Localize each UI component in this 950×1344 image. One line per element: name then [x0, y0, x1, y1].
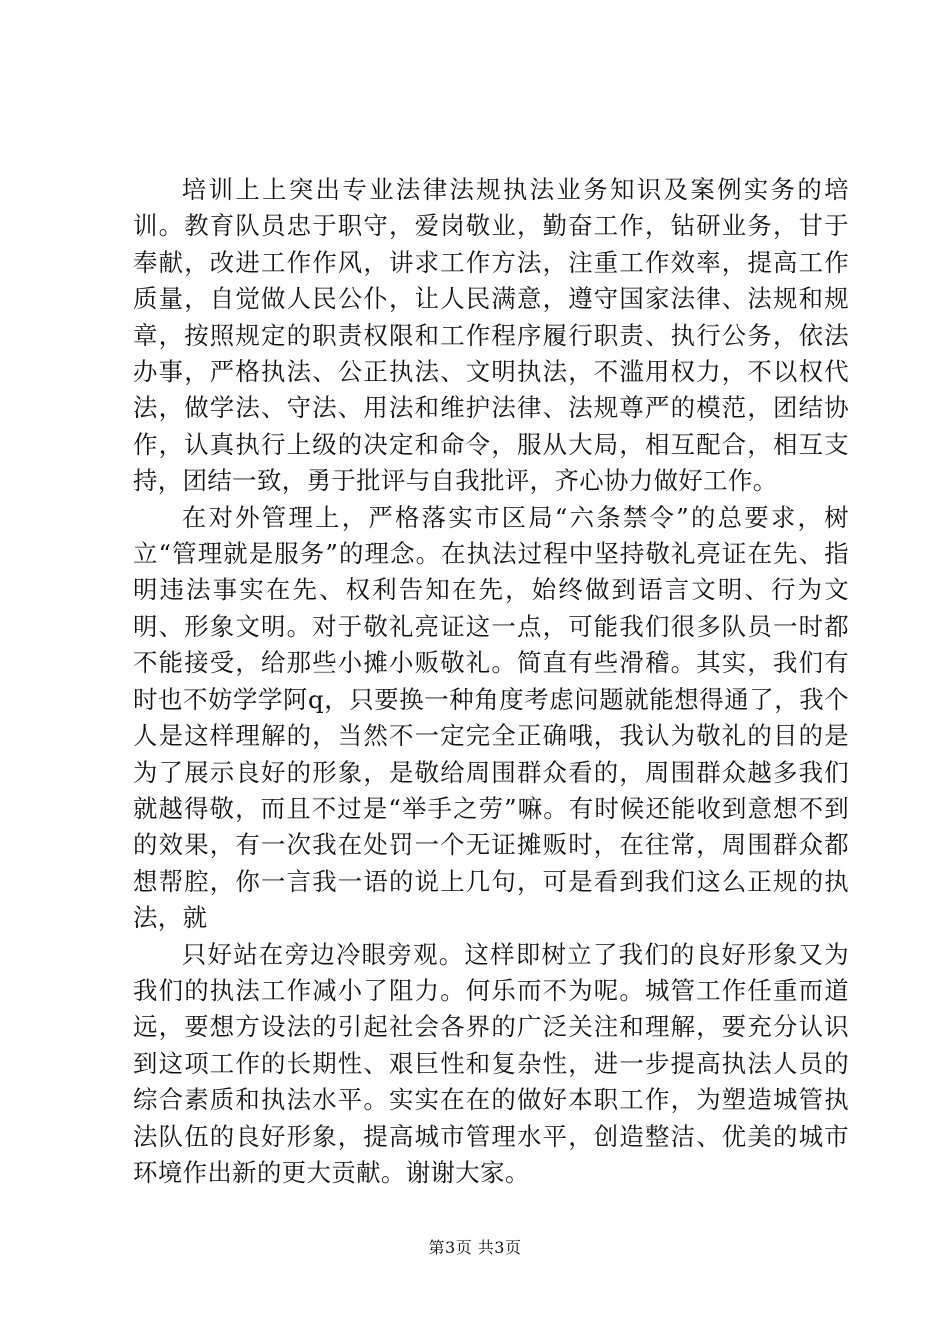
paragraph-1: 培训上上突出专业法律法规执法业务知识及案例实务的培训。教育队员忠于职守，爱岗敬业，勤奋工作，钻研业务，甘于奉献，改进工作作风，讲求工作方法，注重工作效率，提高工作质量，自觉做人民公仆，让人民满意，遵守国家法律、法规和规章，按照规定的职责权限和工作程序履行职责、执行公务，依法办事，严格执法、公正执法、文明执法，不滥用权力，不以权代法，做学法、守法、用法和维护法律、法规尊严的模范，团结协作，认真执行上级的决定和命令，服从大局，相互配合，相互支持，团结一致，勇于批评与自我批评，齐心协力做好工作。	[133, 175, 849, 496]
document-body	[133, 172, 849, 1191]
paragraph-2: 在对外管理上，严格落实市区局“六条禁令”的总要求，树立“管理就是服务”的理念。在执法过程中坚持敬礼亮证在先、指明违法事实在先、权利告知在先，始终做到语言文明、行为文明、形象文明。对于敬礼亮证这一点，可能我们很多队员一时都不能接受，给那些小摊小贩敬礼。简直有些滑稽。其实，我们有时也不妨学学阿q，只要换一种角度考虑问题就能想得通了，我个人是这样理解的，当然不一定完全正确哦，我认为敬礼的目的是为了展示良好的形象，是敬给周围群众看的，周围群众越多我们就越得敬，而且不过是“举手之劳”嘛。有时候还能收到意想不到的效果，有一次我在处罚一个无证摊贩时，在往常，周围群众都想帮腔，你一言我一语的说上几句，可是看到我们这么正规的执法，就	[133, 502, 849, 933]
page-footer: 第3页 共3页	[428, 1238, 522, 1257]
paragraph-3: 只好站在旁边冷眼旁观。这样即树立了我们的良好形象又为我们的执法工作减小了阻力。何乐而不为呢。城管工作任重而道远，要想方设法的引起社会各界的广泛关注和理解，要充分认识到这项工作的长期性、艰巨性和复杂性，进一步提高执法人员的综合素质和执法水平。实实在在的做好本职工作，为塑造城管执法队伍的良好形象，提高城市管理水平，创造整洁、优美的城市环境作出新的更大贡献。谢谢大家。	[133, 939, 849, 1187]
